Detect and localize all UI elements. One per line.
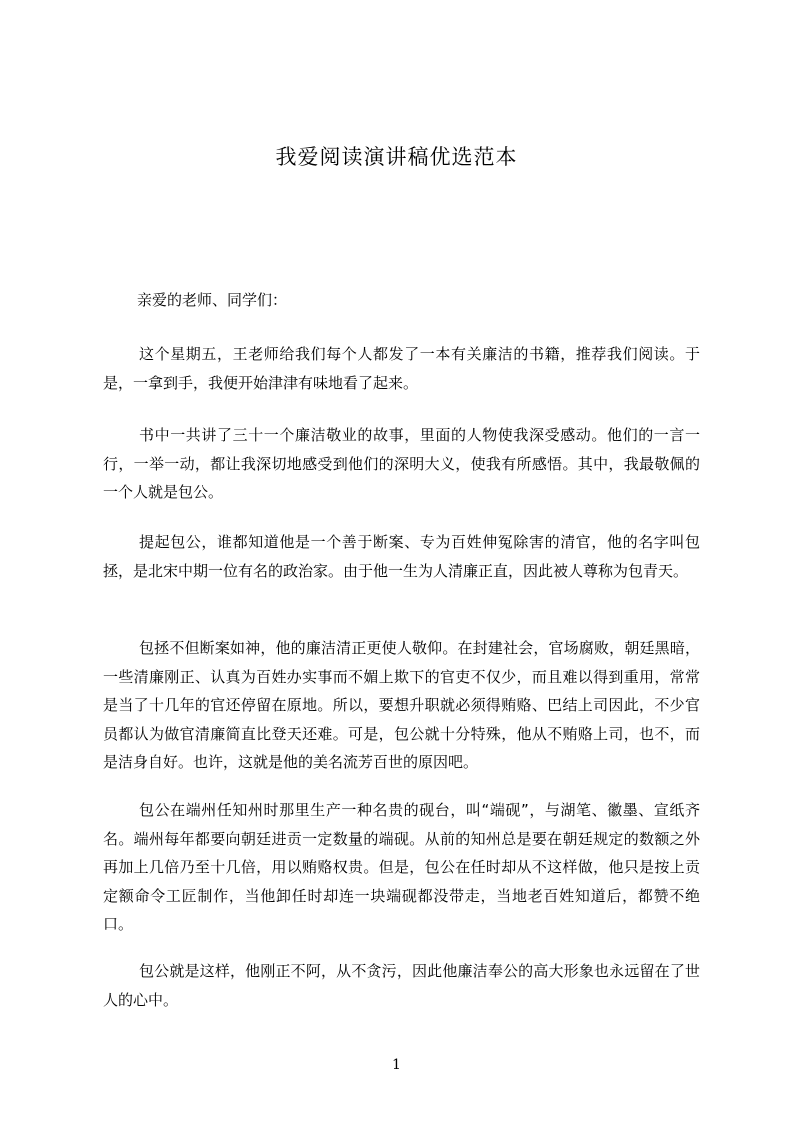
document-title: 我爱阅读演讲稿优选范本: [275, 145, 518, 169]
paragraph-2: 书中一共讲了三十一个廉洁敬业的故事，里面的人物使我深受感动。他们的一言一行，一举一动，都让我深切地感受到他们的深明大义，使我有所感悟。其中，我最敬佩的一个人就是包公。: [103, 426, 700, 501]
page-number: 1: [392, 1057, 401, 1073]
paragraph-6: 包公就是这样，他刚正不阿，从不贪污，因此他廉洁奉公的高大形象也永远留在了世人的心中。: [103, 962, 700, 1009]
greeting: 亲爱的老师、同学们：: [137, 291, 288, 309]
paragraph-4: 包拯不但断案如神，他的廉洁清正更使人敬仰。在封建社会，官场腐败，朝廷黑暗，一些清廉刚正、认真为百姓办实事而不媚上欺下的官吏不仅少，而且难以得到重用，常常是当了十几年的官还停留在原地。所以，要想升职就必须得贿赂、巴结上司因此，不少官员都认为做官清廉简直比登天还难。可是，包公就十分特殊，他从不贿赂上司，也不，而是洁身自好。也许，这就是他的美名流芳百世的原因吧。: [103, 639, 700, 771]
paragraph-5: 包公在端州任知州时那里生产一种名贵的砚台，叫“端砚”，与湖笔、徽墨、宣纸齐名。端州每年都要向朝廷进贡一定数量的端砚。从前的知州总是要在朝廷规定的数额之外再加上几倍乃至十几倍，用以贿赂权贵。但是，包公在任时却从不这样做，他只是按上贡定额命令工匠制作，当他卸任时却连一块端砚都没带走，当地老百姓知道后，都赞不绝口。: [103, 801, 700, 933]
paragraph-3: 提起包公，谁都知道他是一个善于断案、专为百姓伸冤除害的清官，他的名字叫包拯，是北宋中期一位有名的政治家。由于他一生为人清廉正直，因此被人尊称为包青天。: [103, 533, 700, 580]
paragraph-1: 这个星期五，王老师给我们每个人都发了一本有关廉洁的书籍，推荐我们阅读。于是，一拿到手，我便开始津津有味地看了起来。: [103, 345, 700, 392]
